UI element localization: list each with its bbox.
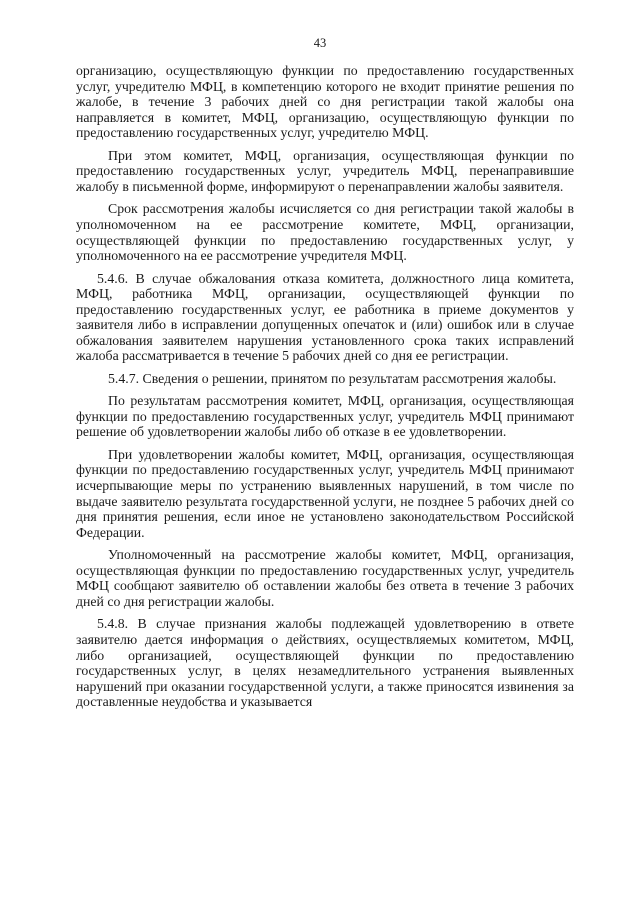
paragraph-5-4-6: 5.4.6. В случае обжалования отказа комитета, должностного лица комитета, МФЦ, работника МФЦ, организации, осуществляющей функции по предоставлению государственных услуг, ее работника в приеме документов у заявителя либо в исправлении допущенных опечаток и (или) ошибок или в случае обжалования заявителем нарушения установленного срока таких исправлений жалоба рассматривается в течение 5 рабочих дней со дня ее регистрации. bbox=[76, 270, 574, 364]
page-number: 43 bbox=[313, 36, 327, 50]
paragraph-5-4-7: 5.4.7. Сведения о решении, принятом по результатам рассмотрения жалобы. bbox=[108, 370, 557, 386]
paragraph-continuation: организацию, осуществляющую функции по предоставлению государственных услуг, учредителю МФЦ, в компетенцию которого не входит принятие решения по жалобе, в течение 3 рабочих дней со дня регистрации такой жалобы она направляется в комитет, МФЦ, организацию, осуществляющую функции по предоставлению государственных услуг, учредителю МФЦ. bbox=[76, 63, 574, 141]
paragraph-review-period: Срок рассмотрения жалобы исчисляется со дня регистрации такой жалобы в уполномоченном на ее рассмотрение комитете, МФЦ, организации, осуществляющей функции по предоставлению государственных услуг, у уполномоченного на ее рассмотрение учредителя МФЦ. bbox=[76, 201, 574, 264]
paragraph-5-4-8: 5.4.8. В случае признания жалобы подлежащей удовлетворению в ответе заявителю дается информация о действиях, осуществляемых комитетом, МФЦ, либо организацией, осуществляющей функции по предоставлению государственных услуг, в целях незамедлительного устранения выявленных нарушений при оказании государственной услуги, а также приносятся извинения за доставленные неудобства и указывается bbox=[76, 616, 574, 710]
paragraph-decision: По результатам рассмотрения комитет, МФЦ, организация, осуществляющая функции по предоставлению государственных услуг, учредитель МФЦ принимают решение об удовлетворении жалобы либо об отказе в ее удовлетворении. bbox=[76, 393, 574, 440]
paragraph-no-answer: Уполномоченный на рассмотрение жалобы комитет, МФЦ, организация, осуществляющая функции по предоставлению государственных услуг, учредитель МФЦ сообщают заявителю об оставлении жалобы без ответа в течение 3 рабочих дней со дня регистрации жалобы. bbox=[76, 547, 574, 609]
document-body bbox=[76, 63, 574, 717]
paragraph-satisfaction: При удовлетворении жалобы комитет, МФЦ, организация, осуществляющая функции по предоставлению государственных услуг, учредитель МФЦ принимают исчерпывающие меры по устранению выявленных нарушений, в том числе по выдаче заявителю результата государственной услуги, не позднее 5 рабочих дней со дня принятия решения, если иное не установлено законодательством Российской Федерации. bbox=[76, 446, 574, 540]
paragraph-redirect-notice: При этом комитет, МФЦ, организация, осуществляющая функции по предоставлению государственных услуг, учредитель МФЦ, перенаправившие жалобу в письменной форме, информируют о перенаправлении жалобы заявителя. bbox=[76, 147, 574, 194]
